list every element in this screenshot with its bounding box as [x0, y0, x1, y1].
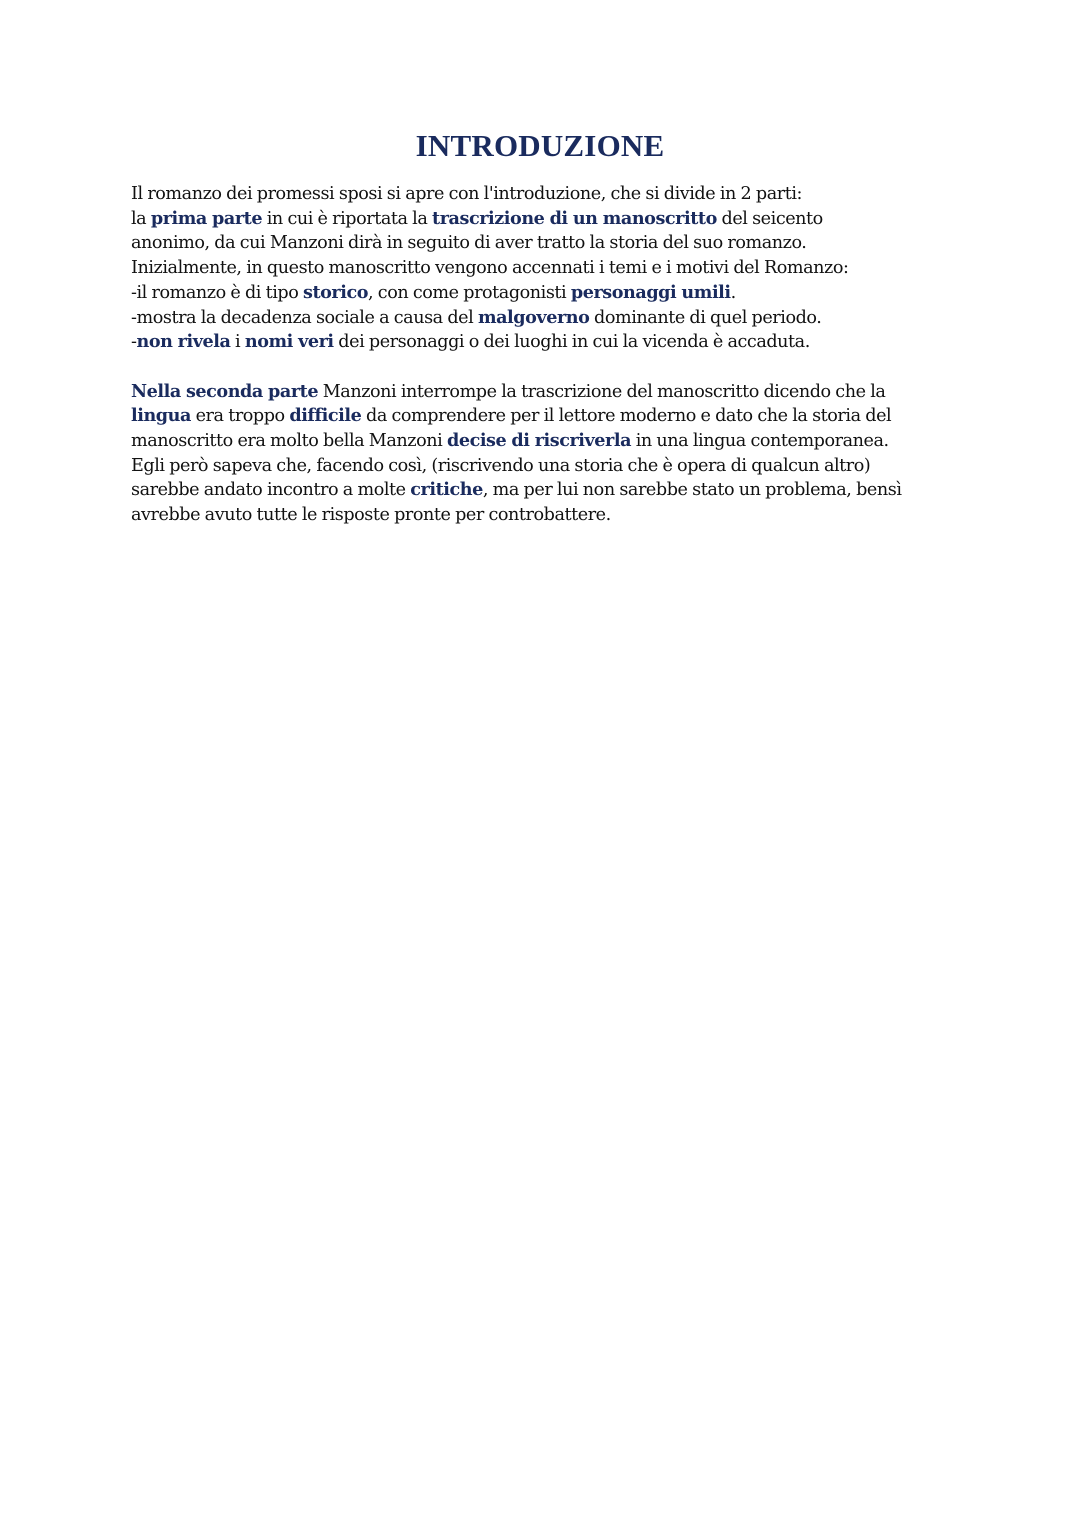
text-run: i: [230, 332, 245, 353]
highlight-term: personaggi umili: [570, 281, 731, 303]
highlight-term: critiche: [410, 479, 483, 501]
text-run: dominante di quel periodo.: [589, 307, 822, 328]
paragraph-intro: [131, 182, 961, 355]
text-line: [131, 429, 961, 454]
text-run: Inizialmente, in questo manoscritto vengono accennati i temi e i motivi del Romanzo:: [131, 258, 849, 279]
list-line: [131, 330, 961, 355]
text-run: Egli però sapeva che, facendo così, (riscrivendo una storia che è opera di qualcun altro): [131, 455, 871, 476]
text-run: in cui è riportata la: [262, 208, 433, 229]
highlight-term: prima parte: [150, 207, 263, 229]
text-run: da comprendere per il lettore moderno e dato che la storia del: [361, 406, 892, 427]
text-line: [131, 454, 961, 479]
text-run: manoscritto era molto bella Manzoni: [131, 431, 447, 452]
text-line: [131, 231, 961, 256]
text-run: -mostra la decadenza sociale a causa del: [131, 307, 478, 328]
text-run: -il romanzo è di tipo: [131, 282, 303, 303]
text-run: -: [131, 332, 137, 353]
text-run: Il romanzo dei promessi sposi si apre con l'introduzione, che si divide in 2 parti:: [131, 184, 803, 204]
text-line: [131, 256, 961, 281]
text-run: .: [730, 282, 736, 303]
highlight-term: decise di riscriverla: [446, 430, 632, 452]
text-run: , ma per lui non sarebbe stato un problema, bensì: [482, 480, 902, 501]
text-line: [131, 404, 961, 429]
text-run: sarebbe andato incontro a molte: [131, 480, 411, 501]
highlight-term: Nella seconda parte: [131, 380, 319, 402]
text-run: avrebbe avuto tutte le risposte pronte per controbattere.: [131, 505, 611, 526]
text-run: Manzoni interrompe la trascrizione del manoscritto dicendo che la: [318, 381, 886, 402]
text-line: [131, 380, 961, 405]
text-run: dei personaggi o dei luoghi in cui la vicenda è accaduta.: [333, 332, 810, 353]
text-run: era troppo: [190, 406, 290, 427]
text-run: anonimo, da cui Manzoni dirà in seguito di aver tratto la storia del suo romanzo.: [131, 233, 807, 254]
highlight-term: lingua: [131, 405, 191, 427]
text-run: , con come protagonisti: [368, 282, 571, 303]
highlight-term: non rivela: [136, 331, 231, 353]
document-body: [131, 182, 961, 528]
list-line: [131, 306, 961, 331]
text-run: del seicento: [716, 208, 823, 229]
text-line: [131, 182, 961, 207]
text-line: [131, 478, 961, 503]
highlight-term: difficile: [289, 405, 362, 427]
highlight-term: malgoverno: [477, 306, 590, 328]
highlight-term: nomi veri: [244, 331, 334, 353]
paragraph-second-part: [131, 380, 961, 528]
text-line: [131, 503, 961, 528]
text-run: in una lingua contemporanea.: [631, 431, 889, 452]
list-line: [131, 281, 961, 306]
highlight-term: trascrizione di un manoscritto: [432, 207, 717, 229]
text-run: la: [131, 208, 151, 229]
text-line: [131, 207, 961, 232]
paragraph-spacer: [131, 355, 961, 380]
page-title: INTRODUZIONE: [415, 128, 665, 163]
highlight-term: storico: [302, 281, 369, 303]
